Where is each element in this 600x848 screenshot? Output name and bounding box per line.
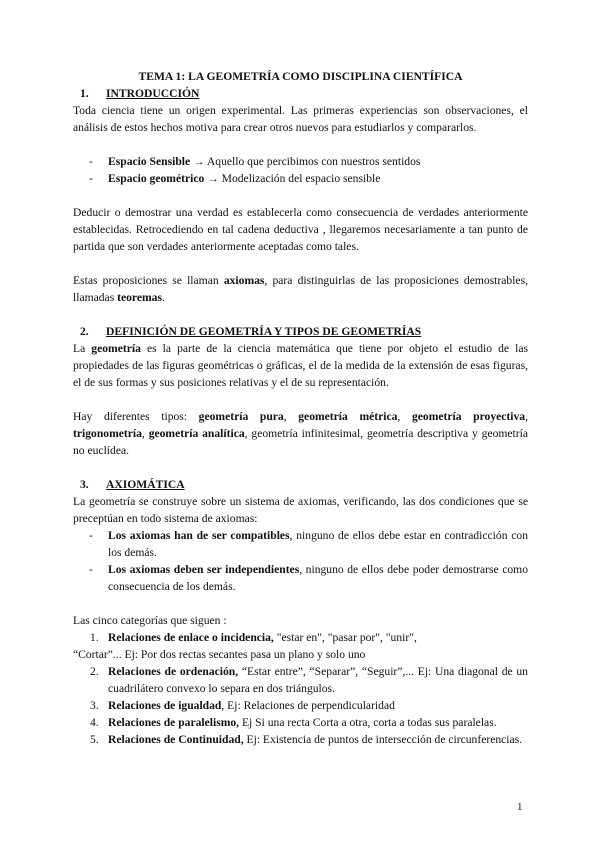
categories-list: [73, 629, 528, 646]
list-item-term: Espacio Sensible: [108, 155, 191, 168]
list-item: - Los axiomas han de ser compatibles, ninguno de ellos debe estar en contradicción con los demás.: [89, 529, 528, 559]
page-content: [73, 68, 528, 748]
paragraph: Deducir o demostrar una verdad es establecerla como consecuencia de verdades anteriormente establecidas. Retrocediendo en tal cadena deductiva , llegaremos necesariamente a tan punto de partida que son verdades anteriormente aceptadas como tales.: [73, 206, 528, 253]
section-heading-axiomatica: [73, 476, 528, 493]
paragraph: La geometría es la parte de la ciencia matemática que tiene por objeto el estudio de las propiedades de las figuras geométricas o gráficas, el de la medida de la extensión de esas figuras, el de sus formas y sus posiciones relativas y el de su representación.: [73, 342, 528, 389]
list-item-term: Los axiomas deben ser independientes: [108, 563, 300, 576]
paragraph: Hay diferentes tipos: geometría pura, geometría métrica, geometría proyectiva, trigonometría, geometría analítica, geometría infinitesimal, geometría descriptiva y geometría no euclídea.: [73, 410, 528, 457]
definition-list: [73, 153, 528, 187]
list-item-text: → Aquello que percibimos con nuestros sentidos: [190, 155, 421, 168]
page-number: 1: [517, 801, 523, 813]
page-title: TEMA 1: LA GEOMETRÍA COMO DISCIPLINA CIENTÍFICA: [138, 70, 463, 83]
section-number: 2.: [80, 325, 89, 338]
paragraph: Toda ciencia tiene un origen experimental. Las primeras experiencias son observaciones, el análisis de estos hechos motiva para crear otros nuevos para estudiarlos y compararlos.: [73, 104, 528, 134]
section-heading-definicion: [73, 323, 528, 340]
list-item-term: Los axiomas han de ser compatibles: [108, 529, 290, 542]
section-number: 3.: [80, 478, 89, 491]
list-item-text: → Modelización del espacio sensible: [204, 172, 381, 185]
list-item: 5. Relaciones de Continuidad, Ej: Existencia de puntos de intersección de circunferencias.: [90, 733, 523, 746]
list-item-text: , ninguno de ellos debe estar en contradicción con los demás.: [108, 529, 528, 559]
list-item: - Espacio Sensible → Aquello que percibimos con nuestros sentidos: [89, 155, 421, 168]
list-item: 3. Relaciones de igualdad, Ej: Relaciones de perpendicularidad: [90, 699, 395, 712]
section-heading-introduccion: [73, 85, 528, 102]
list-item: - Los axiomas deben ser independientes, ninguno de ellos debe poder demostrarse como consecuencia de los demás.: [89, 563, 528, 593]
list-item: 2. Relaciones de ordenación, “Estar entre”, “Separar”, “Seguir”,... Ej: Una diagonal de un cuadrilátero convexo lo separa en dos triángulos.: [90, 665, 528, 695]
section-title: DEFINICIÓN DE GEOMETRÍA Y TIPOS DE GEOMETRÍAS: [106, 325, 422, 338]
paragraph: “Cortar”... Ej: Por dos rectas secantes pasa un plano y solo uno: [73, 648, 366, 661]
paragraph: Estas proposiciones se llaman axiomas, para distinguirlas de las proposiciones demostrables, llamadas teoremas.: [73, 274, 528, 304]
section-title: AXIOMÁTICA: [106, 478, 185, 491]
conditions-list: [73, 527, 528, 595]
list-item: 4. Relaciones de paralelismo, Ej Si una recta Corta a otra, corta a todas sus paralelas.: [90, 716, 497, 729]
list-item-text: , ninguno de ellos debe poder demostrarse como consecuencia de los demás.: [108, 563, 528, 593]
section-title: INTRODUCCIÓN: [106, 87, 200, 100]
paragraph: La geometría se construye sobre un sistema de axiomas, verificando, las dos condiciones que se preceptúan en todo sistema de axiomas:: [73, 495, 528, 525]
paragraph: Las cinco categorías que siguen :: [73, 614, 227, 627]
list-item: 1. Relaciones de enlace o incidencia, "estar en", "pasar por", "unir",: [90, 631, 417, 644]
section-number: 1.: [80, 87, 89, 100]
list-item-term: Espacio geométrico: [108, 172, 205, 185]
list-item: - Espacio geométrico → Modelización del espacio sensible: [89, 172, 381, 185]
categories-list-continued: [73, 663, 528, 748]
